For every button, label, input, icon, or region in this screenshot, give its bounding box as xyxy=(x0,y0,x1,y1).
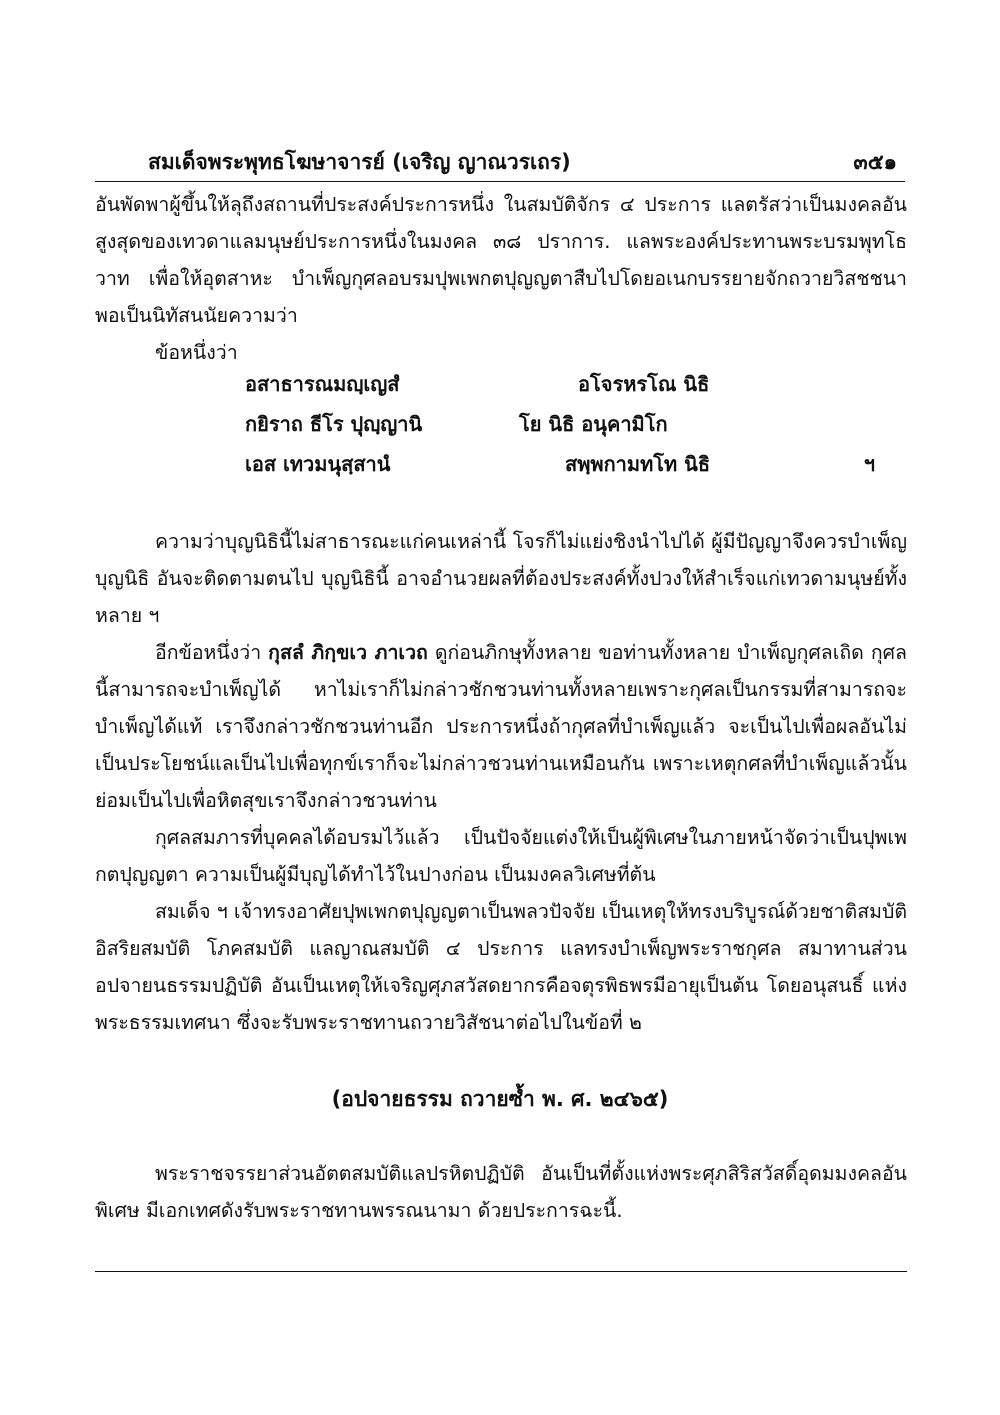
paragraph-prefix: อีกข้อหนึ่งว่า xyxy=(155,641,269,664)
closing-paragraph: พระราชจรรยาส่วนอัตตสมบัติแลปรหิตปฏิบัติ อันเป็นที่ตั้งแห่งพระศุภสิริสวัสดิ์อุดมมงคลอันพิเศษ มีเอกเทศดังรับพระราชทานพรรณนามา ด้วยประการฉะนี้. xyxy=(95,1162,907,1222)
verse-right: อโจรหรโณ นิธิ xyxy=(578,372,710,396)
paragraph: กุศลสมภารที่บุคคลได้อบรมไว้แล้ว เป็นปัจจัยแต่งให้เป็นผู้พิเศษในภายหน้าจัดว่าเป็นปุพเพกตปุญญตา ความเป็นผู้มีบุญได้ทำไว้ในปางก่อน เป็นมงคลวิเศษที่ต้น xyxy=(95,826,907,886)
header-rule xyxy=(95,181,905,182)
page-header xyxy=(95,146,905,182)
section-heading: (อปจายธรรม ถวายซ้ำ พ. ศ. ๒๔๖๕) xyxy=(331,1087,669,1111)
verse-line xyxy=(245,368,895,408)
closing-block xyxy=(95,1155,907,1229)
intro-paragraph: อันพัดพาผู้ขึ้นให้ลุถึงสถานที่ประสงค์ประการหนึ่ง ในสมบัติจักร ๔ ประการ แลตรัสว่าเป็นมงคลอันสูงสุดของเทวดาแลมนุษย์ประการหนึ่งในมงคล ๓๘ ปราการ. แลพระองค์ประทานพระบรมพุทโธวาท เพื่อให้อุตสาหะ บำเพ็ญกุศลอบรมปุพเพกตปุญญตาสืบไปโดยอเนกบรรยายจักถวายวิสชชนา พอเป็นนิทัสนนัยความว่า xyxy=(95,193,907,327)
header-title: สมเด็จพระพุทธโฆษาจารย์ (เจริญ ญาณวรเถร) xyxy=(148,150,571,174)
verse-left: อสาธารณมญฺเญสํ xyxy=(245,372,400,396)
verse-left: กยิราถ ธีโร ปุญฺญานิ xyxy=(245,412,423,436)
paragraph: ความว่าบุญนิธินี้ไม่สาธารณะแก่คนเหล่านี้ โจรก็ไม่แย่งชิงนำไปได้ ผู้มีปัญญาจึงควรบำเพ็ญบุญนิธิ อันจะติดตามตนไป บุญนิธินี้ อาจอำนวยผลที่ต้องประสงค์ทั้งปวงให้สำเร็จแก่เทวดามนุษย์ทั้งหลาย ฯ xyxy=(95,530,907,627)
verse-line xyxy=(245,408,895,448)
verse-right: โย นิธิ อนุคามิโก xyxy=(519,412,668,436)
pali-verse xyxy=(245,368,895,488)
intro-lead: ข้อหนึ่งว่า xyxy=(155,341,238,364)
footer-rule xyxy=(95,1271,907,1272)
body-block xyxy=(95,523,907,1041)
paragraph: สมเด็จ ฯ เจ้าทรงอาศัยปุพเพกตปุญญตาเป็นพลวปัจจัย เป็นเหตุให้ทรงบริบูรณ์ด้วยชาติสมบัติ อิสริยสมบัติ โภคสมบัติ แลญาณสมบัติ ๔ ประการ แลทรงบำเพ็ญพระราชกุศล สมาทานส่วนอปจายนธรรมปฏิบัติ อันเป็นเหตุให้เจริญศุภสวัสดยากรคือจตุรพิธพรมีอายุเป็นต้น โดยอนุสนธิ์ แห่งพระธรรมเทศนา ซึ่งจะรับพระราชทานถวายวิสัชนาต่อไปในข้อที่ ๒ xyxy=(95,900,907,1034)
verse-end-mark: ฯ xyxy=(863,452,875,476)
verse-left: เอส เทวมนุสฺสานํ xyxy=(245,452,391,476)
page-number: ๓๕๑ xyxy=(853,150,897,174)
paragraph-kusala xyxy=(95,634,907,819)
verse-right: สพฺพกามทโท นิธิ xyxy=(565,452,711,476)
paragraph-rest: ดูก่อนภิกษุทั้งหลาย ขอท่านทั้งหลาย บำเพ็ญกุศลเถิด กุศลนี้สามารถจะบำเพ็ญได้ หาไม่เราก็ไม่กล่าวชักชวนท่านทั้งหลายเพราะกุศลเป็นกรรมที่สามารถจะบำเพ็ญได้แท้ เราจึงกล่าวชักชวนท่านอีก ประการหนึ่งถ้ากุศลที่บำเพ็ญแล้ว จะเป็นไปเพื่อผลอันไม่เป็นประโยชน์แลเป็นไปเพื่อทุกข์เราก็จะไม่กล่าวชวนท่านเหมือนกัน เพราะเหตุกศลที่บำเพ็ญแล้วนั้น ย่อมเป็นไปเพื่อหิตสุขเราจึงกล่าวชวนท่าน xyxy=(95,641,907,812)
intro-block xyxy=(95,186,907,371)
pali-quote: กุสลํ ภิกฺขเว ภาเวถ xyxy=(268,641,428,664)
verse-line xyxy=(245,448,895,488)
